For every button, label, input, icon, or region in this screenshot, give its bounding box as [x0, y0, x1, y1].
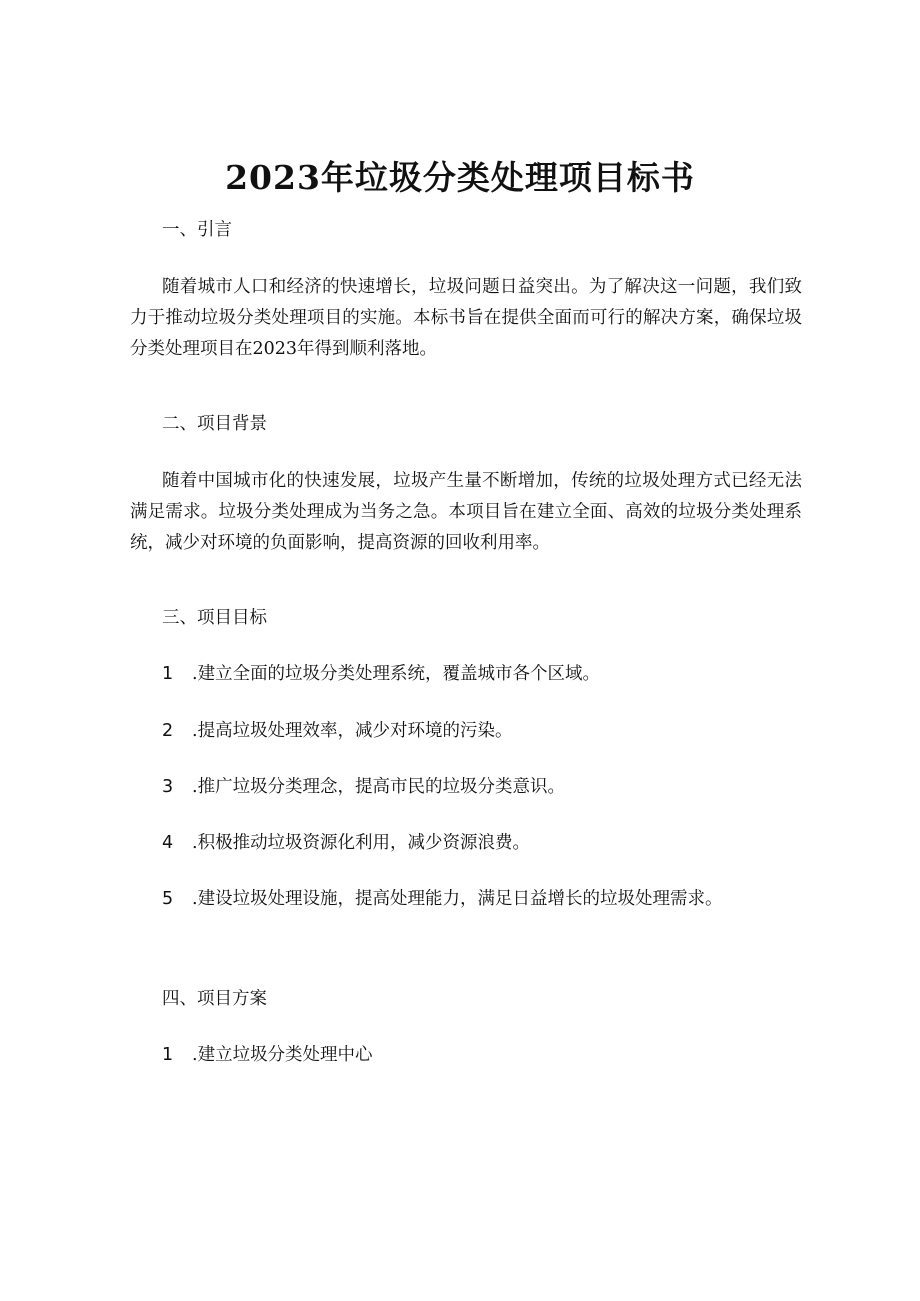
- goal-item-number: 2: [162, 721, 174, 741]
- section-heading-plan: 四、项目方案: [162, 989, 267, 1009]
- goal-item: [162, 772, 802, 803]
- goal-item-number: 5: [162, 889, 174, 909]
- goal-item: [162, 659, 802, 690]
- paragraph-background: 随着中国城市化的快速发展，垃圾产生量不断增加，传统的垃圾处理方式已经无法满足需求。垃圾分类处理成为当务之急。本项目旨在建立全面、高效的垃圾分类处理系统，减少对环境的负面影响，提高资源的回收利用率。: [130, 471, 802, 553]
- goal-item-text: .推广垃圾分类理念，提高市民的垃圾分类意识。: [192, 777, 566, 797]
- goal-item-text: .建立全面的垃圾分类处理系统，覆盖城市各个区域。: [192, 664, 601, 684]
- goal-item-text: .建设垃圾处理设施，提高处理能力，满足日益增长的垃圾处理需求。: [192, 889, 723, 909]
- goal-item: [162, 716, 802, 747]
- section-heading-background: 二、项目背景: [162, 414, 267, 434]
- goal-item: [130, 884, 730, 915]
- goal-item-number: 1: [162, 664, 174, 684]
- section-heading-intro: 一、引言: [162, 220, 232, 240]
- plan-item-number: 1: [162, 1045, 174, 1065]
- plan-item: [162, 1040, 802, 1071]
- plan-item-text: .建立垃圾分类处理中心: [192, 1045, 373, 1065]
- goal-item-text: .提高垃圾处理效率，减少对环境的污染。: [192, 721, 513, 741]
- paragraph-intro: 随着城市人口和经济的快速增长，垃圾问题日益突出。为了解决这一问题，我们致力于推动垃圾分类处理项目的实施。本标书旨在提供全面而可行的解决方案，确保垃圾分类处理项目在2023年得到顺利落地。: [130, 277, 802, 359]
- goal-item-text: .积极推动垃圾资源化利用，减少资源浪费。: [192, 833, 531, 853]
- goal-item: [162, 828, 802, 859]
- document-title: 2023年垃圾分类处理项目标书: [225, 158, 695, 197]
- goal-item-number: 4: [162, 833, 174, 853]
- goal-item-number: 3: [162, 777, 174, 797]
- section-heading-goals: 三、项目目标: [162, 608, 267, 628]
